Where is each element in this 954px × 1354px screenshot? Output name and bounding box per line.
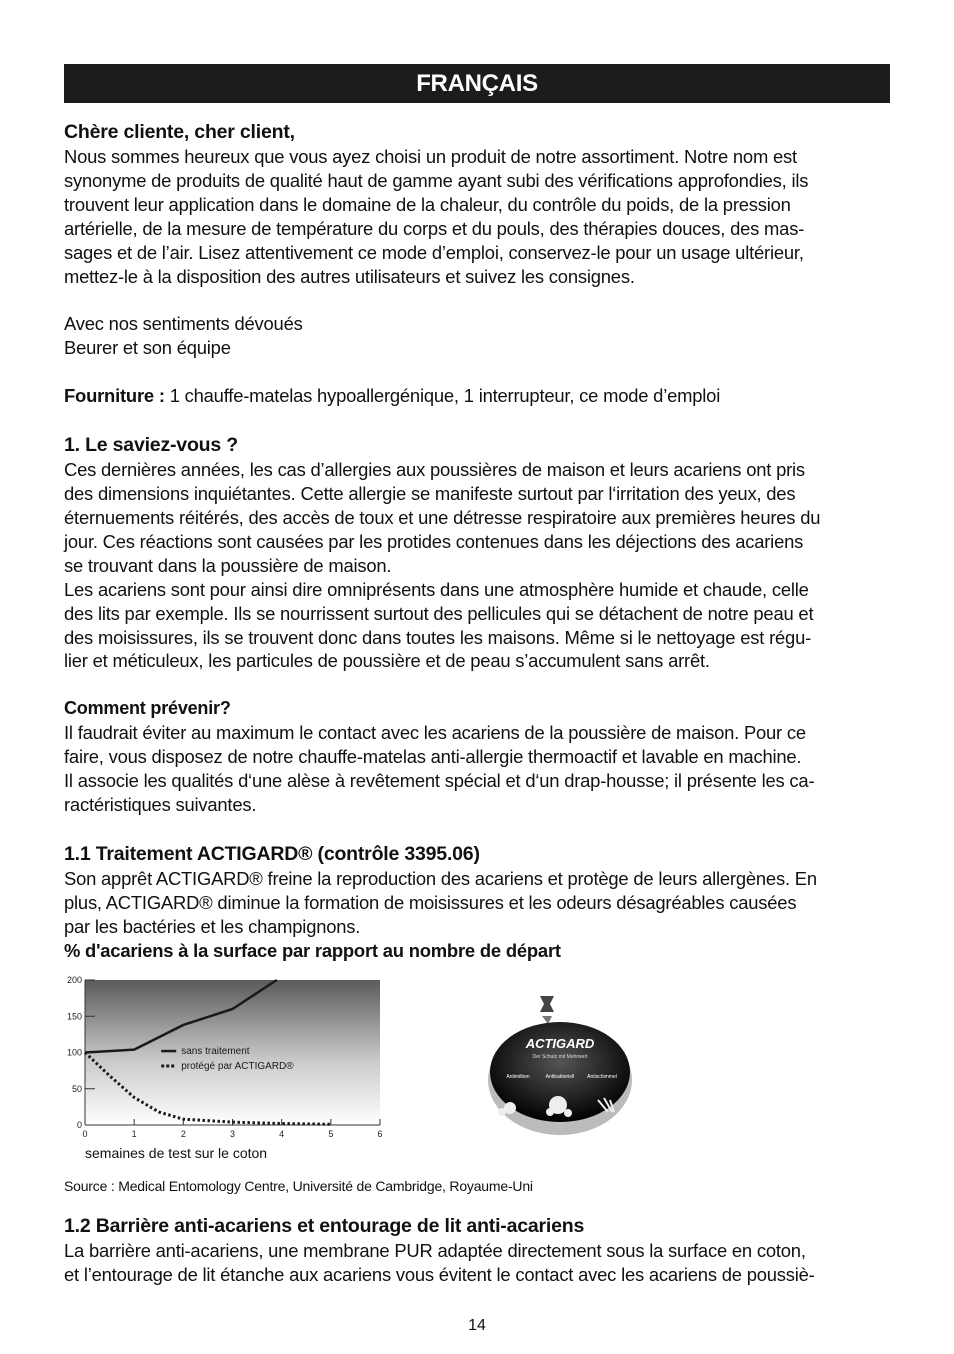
section-1-line: jour. Ces réactions sont causées par les protides contenues dans les déjections des acariens — [64, 530, 804, 552]
logo-emblem-icon — [540, 996, 554, 1024]
logo-label: Antibakteriell — [545, 1074, 575, 1080]
prevention-line: Il faudrait éviter au maximum le contact avec les acariens de la poussière de maison. Pour ce — [64, 722, 806, 744]
section-1-2 — [64, 1213, 890, 1287]
section-1-line: se trouvant dans la poussière de maison. — [64, 554, 392, 576]
intro-line: Nous sommes heureux que vous ayez choisi un produit de notre assortiment. Notre nom est — [64, 146, 797, 167]
section-1-heading: 1. Le saviez-vous ? — [64, 434, 238, 457]
actigard-logo-svg — [480, 990, 640, 1140]
mite-chart — [60, 970, 400, 1170]
section-1-2-heading: 1.2 Barrière anti-acariens et entourage de lit anti-acariens — [64, 1215, 585, 1237]
section-1-1-line: plus, ACTIGARD® diminue la formation de moisissures et les odeurs désagréables causées — [64, 891, 797, 913]
section-1-line: Les acariens sont pour ainsi dire omniprésents dans une atmosphère humide et chaude, celle — [64, 578, 809, 600]
section-1-2-line: La barrière anti-acariens, une membrane PUR adaptée directement sous la surface en coton, — [64, 1240, 806, 1261]
y-tick-label: 100 — [66, 1047, 82, 1058]
mite-chart-svg — [60, 970, 400, 1170]
page-number: 14 — [468, 1317, 486, 1334]
x-tick-label: 4 — [279, 1129, 285, 1139]
section-1-line: éternuements réitérés, des accès de toux et une détresse respiratoire aux premières heures du — [64, 506, 821, 528]
y-tick-label: 200 — [66, 975, 82, 985]
supply-text: 1 chauffe-matelas hypoallergénique, 1 interrupteur, ce mode d’emploi — [164, 385, 721, 407]
section-1-1-heading: 1.1 Traitement ACTIGARD® (contrôle 3395.06) — [64, 842, 480, 865]
logo-label: Antimilben — [506, 1074, 530, 1080]
section-1-1-line: Son apprêt ACTIGARD® freine la reproduction des acariens et protège de leurs allergènes. En — [64, 867, 817, 889]
section-1-line: des dimensions inquiétantes. Cette allergie se manifeste surtout par l‘irritation des yeux, des — [64, 483, 796, 505]
intro-line: trouvent leur application dans le domaine de la chaleur, du contrôle du poids, de la pression — [64, 193, 791, 215]
y-tick-label: 150 — [66, 1011, 82, 1022]
x-tick-label: 6 — [377, 1129, 383, 1139]
prevention-line: faire, vous disposez de notre chauffe-matelas anti-allergie thermoactif et lavable en machine. — [64, 746, 802, 768]
x-axis-label: semaines de test sur le coton — [85, 1145, 268, 1161]
x-tick-label: 2 — [180, 1129, 186, 1139]
closing-signature: Beurer et son équipe — [64, 337, 231, 359]
section-1-2-line: et l’entourage de lit étanche aux acariens vous évitent le contact avec les acariens de poussiè- — [64, 1263, 815, 1285]
prevention-line: ractéristiques suivantes. — [64, 793, 257, 815]
logo-brand-text: ACTIGARD — [525, 1036, 595, 1051]
chart-caption: % d'acariens à la surface par rapport au nombre de départ — [64, 939, 561, 961]
intro-line: artérielle, de la mesure de température du corps et du pouls, des thérapies douces, des mas- — [64, 217, 805, 239]
actigard-logo — [480, 990, 640, 1140]
greeting-heading: Chère cliente, cher client, — [64, 121, 295, 143]
supply-label: Fourniture : — [64, 385, 165, 407]
y-tick-label: 0 — [76, 1120, 82, 1130]
chart-source: Source : Medical Entomology Centre, Université de Cambridge, Royaume-Uni — [64, 1178, 533, 1194]
intro-line: mettez-le à la disposition des autres utilisateurs et suivez les consignes. — [64, 265, 635, 287]
legend-label: protégé par ACTIGARD® — [181, 1061, 294, 1073]
intro-line: synonyme de produits de qualité haut de gamme ayant subi des vérifications approfondies, ils — [64, 169, 809, 191]
section-1-line: Ces dernières années, les cas d’allergies aux poussières de maison et leurs acariens ont pris — [64, 459, 805, 481]
logo-tagline: Der Schutz mit Mehrwert — [532, 1054, 588, 1060]
logo-label: Antischimmel — [587, 1074, 617, 1080]
x-tick-label: 5 — [328, 1129, 334, 1139]
section-1-line: des lits par exemple. Ils se nourrissent surtout des pellicules qui se détachent de notre peau et — [64, 602, 814, 624]
language-banner: FRANÇAIS — [64, 64, 890, 103]
x-tick-label: 0 — [82, 1129, 88, 1139]
intro-line: sages et de l’air. Lisez attentivement ce mode d’emploi, conservez-le pour un usage ultérieur, — [64, 241, 804, 263]
section-1-line: lier et méticuleux, les particules de poussière et de peau s’accumulent sans arrêt. — [64, 650, 710, 672]
section-1-1-line: par les bactéries et les champignons. — [64, 915, 361, 937]
legend-label: sans traitement — [181, 1046, 250, 1058]
prevention-line: Il associe les qualités d‘une alèse à revêtement spécial et d‘un drap-housse; il présente les ca- — [64, 770, 815, 792]
supply-list — [64, 384, 890, 408]
y-tick-label: 50 — [71, 1083, 82, 1094]
x-tick-label: 3 — [229, 1129, 236, 1139]
prevention-subheading: Comment prévenir? — [64, 698, 231, 719]
section-1-line: des moisissures, ils se trouvent donc dans toutes les maisons. Même si le nettoyage est régu- — [64, 626, 812, 648]
closing-line: Avec nos sentiments dévoués — [64, 313, 303, 335]
main-content — [64, 119, 890, 962]
x-tick-label: 1 — [131, 1129, 137, 1139]
